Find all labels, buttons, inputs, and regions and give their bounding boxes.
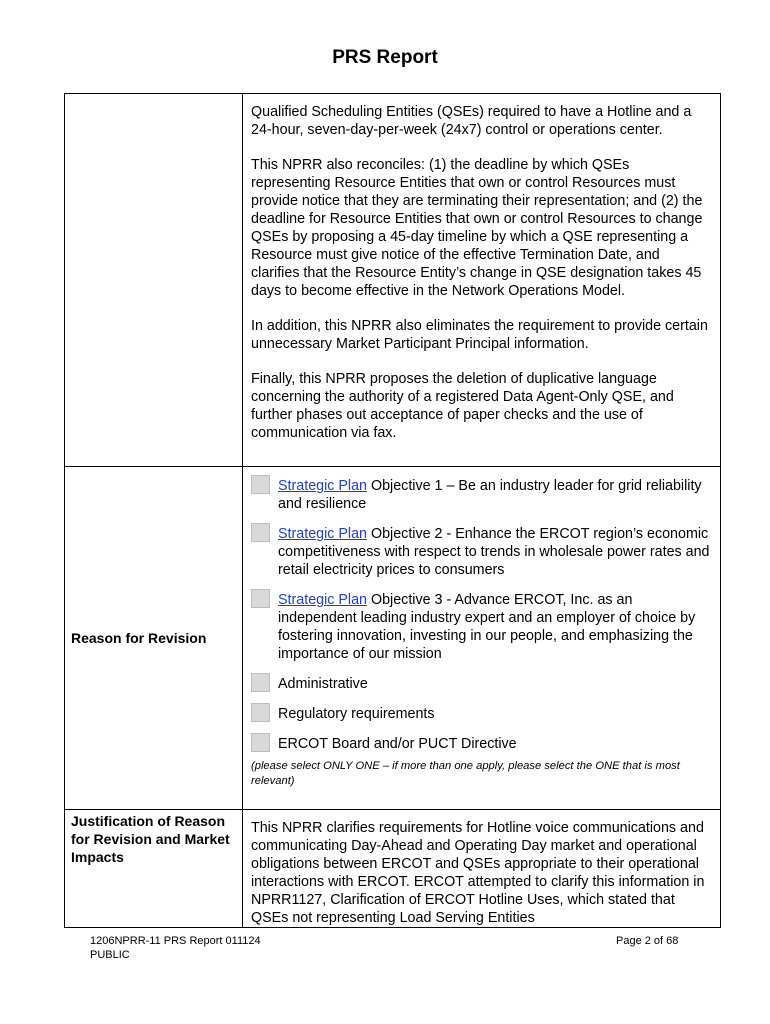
justification-label-cell	[65, 810, 243, 928]
empty-label-cell	[65, 94, 243, 467]
objective-1-text: Objective 1 – Be an industry leader for grid reliability and resilience	[278, 478, 702, 512]
description-cell	[243, 94, 721, 467]
reason-label-cell	[65, 467, 243, 810]
justification-text: This NPRR clarifies requirements for Hotline voice communications and communicating Day-Ahead and Operating Day market and operational obligations between ERCOT and QSEs appropriate to their operational interactions with ERCOT. ERCOT attempted to clarify this information in NPRR1127, Clarification of ERCOT Hotline Uses, which stated that QSEs not representing Load Serving Entities	[251, 820, 705, 926]
objective-3-text: Objective 3 - Advance ERCOT, Inc. as an independent leading industry expert and an employer of choice by fostering innovation, investing in our people, and emphasizing the importance of our mission	[278, 592, 696, 662]
administrative-label: Administrative	[278, 676, 368, 692]
table-row	[65, 810, 721, 928]
footer-doc-id: 1206NPRR-11 PRS Report 011124	[90, 935, 261, 947]
administrative-checkbox[interactable]	[251, 673, 270, 692]
selection-note: (please select ONLY ONE – if more than one apply, please select the ONE that is most relevant)	[251, 760, 680, 787]
justification-cell	[243, 810, 721, 928]
strategic-plan-link[interactable]: Strategic Plan	[278, 592, 368, 608]
reason-options-cell	[243, 467, 721, 810]
page-title: PRS Report	[332, 47, 438, 68]
strategic-plan-link[interactable]: Strategic Plan	[278, 478, 368, 494]
objective-1-option	[251, 477, 712, 513]
reason-label: Reason for Revision	[71, 630, 207, 646]
objective-3-checkbox[interactable]	[251, 589, 270, 608]
objective-2-option	[251, 525, 712, 579]
footer-page-number: Page 2 of 68	[616, 935, 679, 947]
objective-1-checkbox[interactable]	[251, 475, 270, 494]
board-directive-option	[251, 735, 712, 753]
table-row	[65, 467, 721, 810]
description-paragraph-1: Qualified Scheduling Entities (QSEs) required to have a Hotline and a 24-hour, seven-day-per-week (24x7) control or operations center.	[251, 104, 692, 138]
board-directive-checkbox[interactable]	[251, 733, 270, 752]
description-paragraph-3: In addition, this NPRR also eliminates the requirement to provide certain unnecessary Market Participant Principal information.	[251, 318, 708, 352]
footer-classification: PUBLIC	[90, 949, 130, 961]
administrative-option	[251, 675, 712, 693]
objective-2-text: Objective 2 - Enhance the ERCOT region’s economic competitiveness with respect to trends in wholesale power rates and retail electricity prices to consumers	[278, 526, 710, 578]
regulatory-label: Regulatory requirements	[278, 706, 435, 722]
objective-2-checkbox[interactable]	[251, 523, 270, 542]
footer-left	[90, 934, 261, 962]
description-paragraph-2: This NPRR also reconciles: (1) the deadline by which QSEs representing Resource Entities that own or control Resources must provide notice that they are terminating their representation; and (2) the deadline for Resource Entities that own or control Resources to change QSEs by proposing a 45-day timeline by which a QSE representing a Resource must give notice of the effective Termination Date, and clarifies that the Resource Entity’s change in QSE designation takes 45 days to become effective in the Network Operations Model.	[251, 157, 703, 299]
regulatory-option	[251, 705, 712, 723]
board-directive-label: ERCOT Board and/or PUCT Directive	[278, 736, 517, 752]
objective-3-option	[251, 591, 712, 663]
report-table	[64, 93, 721, 928]
table-row	[65, 94, 721, 467]
regulatory-checkbox[interactable]	[251, 703, 270, 722]
description-paragraph-4: Finally, this NPRR proposes the deletion of duplicative language concerning the authority of a registered Data Agent-Only QSE, and further phases out acceptance of paper checks and the use of communication via fax.	[251, 371, 674, 441]
strategic-plan-link[interactable]: Strategic Plan	[278, 526, 368, 542]
justification-label: Justification of Reason for Revision and Market Impacts	[71, 813, 230, 865]
